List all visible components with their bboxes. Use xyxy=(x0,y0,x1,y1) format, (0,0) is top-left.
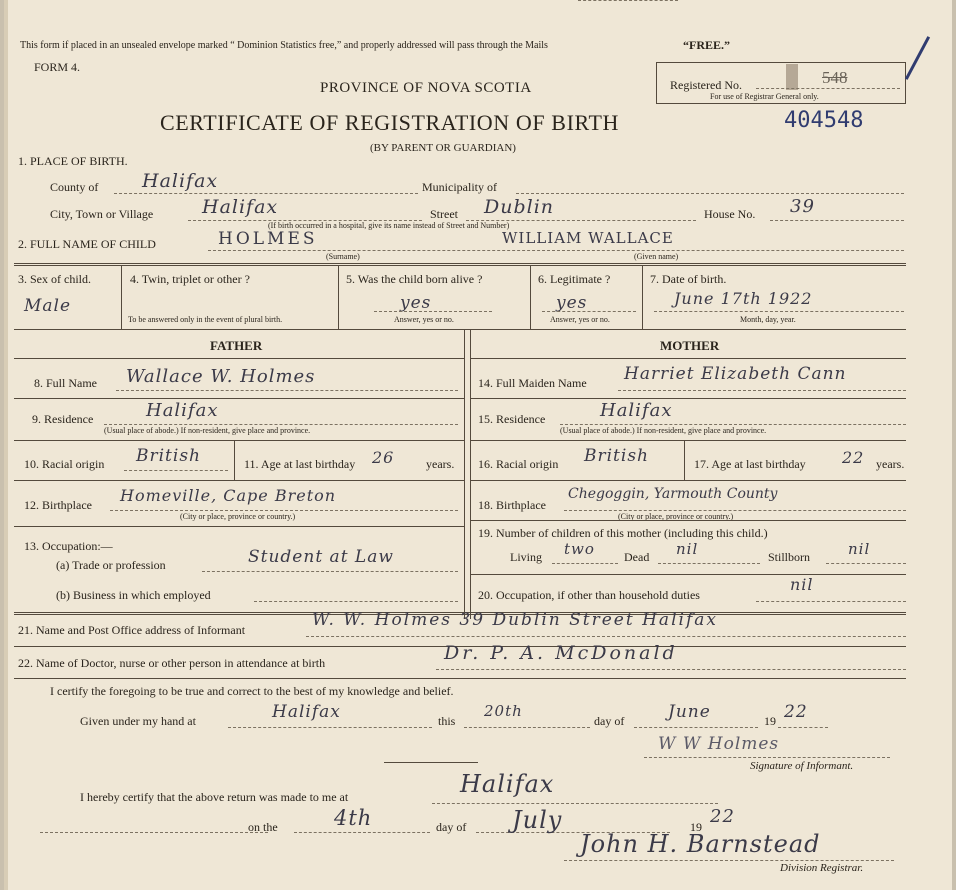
legitimate-note: Answer, yes or no. xyxy=(550,315,610,324)
informant-signature: W W Holmes xyxy=(658,734,780,754)
father-birthplace-note: (City or place, province or country.) xyxy=(180,512,296,521)
mother-name-label: 14. Full Maiden Name xyxy=(478,376,587,390)
mother-years: years. xyxy=(876,457,905,471)
this-label: this xyxy=(438,714,456,728)
mother-race-label: 16. Racial origin xyxy=(478,457,559,471)
given-month-value: June xyxy=(668,702,711,722)
dead-value: nil xyxy=(676,540,699,558)
registrar-use-note: For use of Registrar General only. xyxy=(710,92,819,101)
street-label: Street xyxy=(430,207,458,221)
registrar-on-the-label: on the xyxy=(248,820,278,834)
mail-free: “FREE.” xyxy=(683,38,731,52)
mother-residence-note: (Usual place of abode.) If non-resident, give place and province. xyxy=(560,426,767,435)
registrar-text: I hereby certify that the above return was made to me at xyxy=(80,790,349,804)
living-value: two xyxy=(564,540,595,558)
dead-label: Dead xyxy=(624,550,650,564)
street-value: Dublin xyxy=(484,196,555,218)
living-label: Living xyxy=(510,550,542,564)
informant-value: W. W. Holmes 39 Dublin Street Halifax xyxy=(312,610,718,630)
certificate-title: CERTIFICATE OF REGISTRATION OF BIRTH xyxy=(160,110,619,135)
registered-label: Registered No. xyxy=(670,78,742,92)
surname-caption: (Surname) xyxy=(326,252,360,261)
registrar-day-of-label: day of xyxy=(436,820,467,834)
registrar-year-value: 22 xyxy=(710,806,735,827)
mother-residence-value: Halifax xyxy=(600,400,673,421)
father-trade-value: Student at Law xyxy=(248,547,394,567)
house-value: 39 xyxy=(790,196,815,217)
house-label: House No. xyxy=(704,207,756,221)
sex-label: 3. Sex of child. xyxy=(18,272,91,286)
mother-name-value: Harriet Elizabeth Cann xyxy=(624,364,847,384)
born-alive-label: 5. Was the child born alive ? xyxy=(346,272,483,286)
legitimate-label: 6. Legitimate ? xyxy=(538,272,611,286)
given-under-label: Given under my hand at xyxy=(80,714,196,728)
province-heading: PROVINCE OF NOVA SCOTIA xyxy=(320,80,532,96)
mother-race-value: British xyxy=(584,446,649,466)
given-year-prefix: 19 xyxy=(764,714,776,728)
given-name-caption: (Given name) xyxy=(634,252,679,261)
stillborn-value: nil xyxy=(848,540,871,558)
mother-occupation-value: nil xyxy=(790,575,814,594)
father-birthplace-value: Homeville, Cape Breton xyxy=(120,486,337,505)
registrar-month-value: July xyxy=(512,806,563,834)
mother-residence-label: 15. Residence xyxy=(478,412,546,426)
given-place-value: Halifax xyxy=(272,702,341,722)
father-residence-value: Halifax xyxy=(146,400,219,421)
informant-signature-caption: Signature of Informant. xyxy=(750,760,854,772)
father-heading: FATHER xyxy=(210,338,263,353)
birth-certificate xyxy=(4,0,952,890)
date-of-birth-note: Month, day, year. xyxy=(740,315,796,324)
mother-birthplace-label: 18. Birthplace xyxy=(478,498,546,512)
corner-pen-stroke xyxy=(905,36,930,80)
father-residence-label: 9. Residence xyxy=(32,412,94,426)
twin-note: To be answered only in the event of plural birth. xyxy=(128,315,283,324)
mother-age-label: 17. Age at last birthday xyxy=(694,457,806,471)
father-name-label: 8. Full Name xyxy=(34,376,97,390)
born-alive-note: Answer, yes or no. xyxy=(394,315,454,324)
father-residence-note: (Usual place of abode.) If non-resident, give place and province. xyxy=(104,426,311,435)
place-of-birth-label: 1. PLACE OF BIRTH. xyxy=(18,154,128,168)
registrar-caption: Division Registrar. xyxy=(780,862,864,874)
given-day-of-label: day of xyxy=(594,714,625,728)
father-trade-label: (a) Trade or profession xyxy=(56,558,166,572)
form-number: FORM 4. xyxy=(34,60,81,74)
given-day-value: 20th xyxy=(484,702,523,720)
municipality-label: Municipality of xyxy=(422,180,497,194)
certificate-number: 404548 xyxy=(784,108,864,133)
father-years: years. xyxy=(426,457,455,471)
county-label: County of xyxy=(50,180,99,194)
registered-stamp-mark xyxy=(786,64,798,90)
child-surname: HOLMES xyxy=(218,229,318,249)
mail-notice: This form if placed in an unsealed envelope marked “ Dominion Statistics free,” and properly addressed will pass through the Mails xyxy=(20,40,548,51)
certificate-subtitle: (BY PARENT OR GUARDIAN) xyxy=(370,142,516,154)
born-alive-value: yes xyxy=(400,293,432,313)
mother-occupation-label: 20. Occupation, if other than household duties xyxy=(478,588,700,602)
father-race-value: British xyxy=(136,446,201,466)
father-business-label: (b) Business in which employed xyxy=(56,588,211,602)
city-value: Halifax xyxy=(202,196,279,218)
father-age-label: 11. Age at last birthday xyxy=(244,457,356,471)
doctor-value: Dr. P. A. McDonald xyxy=(444,642,678,664)
twin-label: 4. Twin, triplet or other ? xyxy=(130,272,250,286)
sex-value: Male xyxy=(24,296,72,316)
county-value: Halifax xyxy=(142,170,219,192)
father-birthplace-label: 12. Birthplace xyxy=(24,498,92,512)
date-of-birth-label: 7. Date of birth. xyxy=(650,272,727,286)
father-name-value: Wallace W. Holmes xyxy=(126,366,316,387)
child-name-label: 2. FULL NAME OF CHILD xyxy=(18,237,156,251)
father-occupation-label: 13. Occupation:— xyxy=(24,539,113,553)
mother-birthplace-note: (City or place, province or country.) xyxy=(618,512,734,521)
mother-children-label: 19. Number of children of this mother (including this child.) xyxy=(478,526,768,540)
stillborn-label: Stillborn xyxy=(768,550,811,564)
father-age-value: 26 xyxy=(372,448,395,467)
certify-text: I certify the foregoing to be true and correct to the best of my knowledge and belief. xyxy=(50,684,454,698)
city-label: City, Town or Village xyxy=(50,207,154,221)
registrar-year-prefix: 19 xyxy=(690,820,702,834)
informant-label: 21. Name and Post Office address of Informant xyxy=(18,623,246,637)
legitimate-value: yes xyxy=(556,293,588,313)
given-year-value: 22 xyxy=(784,702,808,722)
father-race-label: 10. Racial origin xyxy=(24,457,105,471)
registrar-signature: John H. Barnstead xyxy=(580,830,821,858)
date-of-birth-value: June 17th 1922 xyxy=(674,289,813,308)
mother-heading: MOTHER xyxy=(660,338,720,353)
registrar-place-value: Halifax xyxy=(460,770,555,798)
hospital-note: (If birth occurred in a hospital, give its name instead of Street and Number) xyxy=(268,221,510,230)
mother-age-value: 22 xyxy=(842,448,865,467)
child-given-name: WILLIAM WALLACE xyxy=(502,229,674,247)
mother-birthplace-value: Chegoggin, Yarmouth County xyxy=(568,486,778,502)
doctor-label: 22. Name of Doctor, nurse or other person in attendance at birth xyxy=(18,656,326,670)
registered-value: 548 xyxy=(822,68,848,87)
registrar-day-value: 4th xyxy=(334,806,373,830)
